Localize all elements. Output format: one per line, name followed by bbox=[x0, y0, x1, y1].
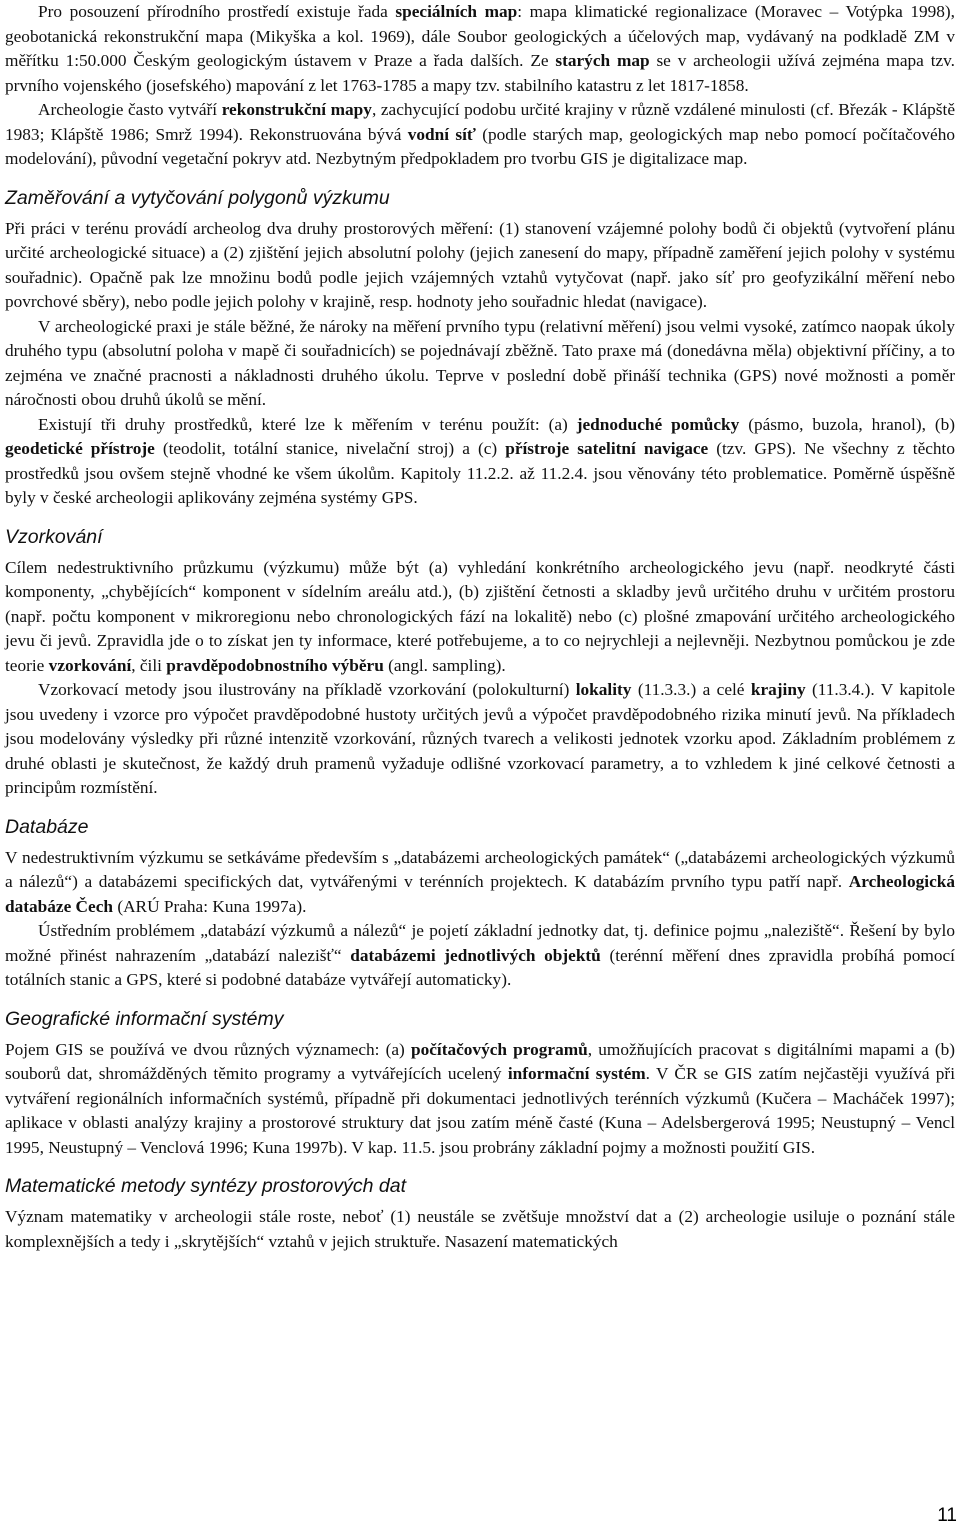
bold-term: vodní síť bbox=[407, 124, 476, 144]
bold-term: přístroje satelitní navigace bbox=[505, 439, 709, 458]
paragraph: V nedestruktivním výzkumu se setkáváme především s „databázemi archeologických památek“ („databázemi archeologických výzkumů a nálezů“) a databázemi specifických dat, vytvářenými v terénních projektech. K databázím prvního typu patří např. Archeologická databáze Čech (ARÚ Praha: Kuna 1997a). bbox=[5, 847, 955, 916]
document-page bbox=[5, 0, 955, 1537]
bold-term: krajiny bbox=[750, 680, 806, 699]
bold-term: pravděpodobnostního výběru bbox=[166, 655, 384, 675]
bold-term: lokality bbox=[575, 680, 632, 699]
section-heading: Databáze bbox=[5, 815, 89, 838]
paragraph: Cílem nedestruktivního průzkumu (výzkumu) může být (a) vyhledání konkrétního archeologického jevu (např. neodkryté části komponenty, „chybějících“ komponent v sídelním areálu atd.), (b) zjištění četnosti a skladby jevů určitého druhu v určitém prostoru (např. počtu komponent v mikroregionu nebo chronologických fází na lokalitě) nebo (c) plošné zmapování určitého archeologického jevu či jevů. Zpravidla jde o to získat jen ty informace, které potřebujeme, a to co nejrychleji a nejlevněji. Nezbytnou pomůckou je zde teorie vzorkování, čili pravděpodobnostního výběru (angl. sampling). bbox=[5, 557, 955, 675]
paragraph: Pojem GIS se používá ve dvou různých významech: (a) počítačových programů, umožňujících pracovat s digitálními mapami a (b) souborů dat, shromážděných těmito programy a vytvářejících ucelený informační systém. V ČR se GIS zatím nejčastěji využívá při vytváření regionálních informačních systémů, případně při dokumentaci jednotlivých terénních výzkumů (Kučera – Macháček 1997); aplikace v oblasti analýzy krajiny a prostorové struktury dat jsou zatím méně časté (Kuna – Adelsbergerová 1995; Neustupný – Vencl 1995, Neustupný – Venclová 1996; Kuna 1997b). V kap. 11.5. jsou probrány základní pojmy a možnosti použití GIS. bbox=[5, 1039, 955, 1157]
section-databaze bbox=[5, 815, 955, 993]
section-gis bbox=[5, 1007, 955, 1161]
paragraph: Pro posouzení přírodního prostředí existuje řada speciálních map: mapa klimatické regionalizace (Moravec – Votýpka 1998), geobotanická rekonstrukční mapa (Mikyška a kol. 1969), dále Soubor geologických a účelových map, vydávaný na podkladě ZM v měřítku 1:50.000 Českým geologickým ústavem v Praze a řada dalších. Ze starých map se v archeologii užívá zejména mapa tzv. prvního vojenského (josefského) mapování z let 1763-1785 a mapy tzv. stabilního katastru z let 1817-1858. bbox=[5, 2, 956, 95]
section-vzorkovani bbox=[5, 525, 955, 801]
paragraph: Ústředním problémem „databází výzkumů a nálezů“ je pojetí základní jednotky dat, tj. definice pojmu „naleziště“. Řešení by bylo možné přinést nahrazením „databází nalezišť“ databázemi jednotlivých objektů (terénní měření dnes zpravidla probíhá pomocí totálních stanic a GPS, které si podobné databáze vytvářejí automaticky). bbox=[5, 921, 955, 989]
bold-term: starých map bbox=[555, 51, 650, 70]
bold-term: rekonstrukční mapy bbox=[221, 100, 372, 119]
paragraph: Existují tři druhy prostředků, které lze k měřením v terénu použít: (a) jednoduché pomůcky (pásmo, buzola, hranol), (b) geodetické přístroje (teodolit, totální stanice, nivelační stroj) a (c) přístroje satelitní navigace (tzv. GPS). Ne všechny z těchto prostředků jsou ovšem stejně vhodné ke všem úkolům. Kapitoly 11.2.2. až 11.2.4. jsou věnovány této problematice. Poměrně úspěšně byly v české archeologii aplikovány zejména systémy GPS. bbox=[5, 414, 955, 507]
section-heading: Zaměřování a vytyčování polygonů výzkumu bbox=[5, 186, 390, 209]
section-heading: Matematické metody syntézy prostorových dat bbox=[5, 1175, 406, 1197]
bold-term: vzorkování bbox=[48, 655, 132, 675]
bold-term: počítačových programů bbox=[411, 1039, 588, 1059]
bold-term: geodetické přístroje bbox=[5, 439, 155, 458]
bold-term: speciálních map bbox=[395, 2, 518, 21]
section-matematicke bbox=[5, 1174, 955, 1254]
section-zamerovani bbox=[5, 186, 955, 511]
paragraph: Význam matematiky v archeologii stále roste, neboť (1) neustále se zvětšuje množství dat a (2) archeologie usiluje o poznání stále komplexnějších a tedy i „skrytějších“ vztahů v jejich struktuře. Nasazení matematických bbox=[5, 1207, 955, 1251]
paragraph: Při práci v terénu provádí archeolog dva druhy prostorových měření: (1) stanovení vzájemné polohy bodů či objektů (vytvoření plánu určité archeologické situace) a (2) zjištění jejich absolutní polohy (jejich zanesení do mapy, případně zaměření jejich polohy v systému souřadnic). Opačně pak lze množinu bodů podle jejich vzájemných vztahů vytyčovat (např. jako síť pro geofyzikální měření nebo povrchové sběry), nebo podle jejich polohy v krajině, resp. hodnoty jeho souřadnic hledat (navigace). bbox=[5, 218, 955, 311]
intro-section bbox=[5, 0, 955, 172]
page-number: 11 bbox=[937, 1505, 957, 1526]
bold-term: Archeologická databáze Čech bbox=[5, 872, 955, 916]
bold-term: jednoduché pomůcky bbox=[576, 414, 740, 434]
bold-term: databázemi jednotlivých objektů bbox=[350, 945, 601, 965]
bold-term: informační systém bbox=[507, 1064, 646, 1083]
section-heading: Geografické informační systémy bbox=[5, 1007, 284, 1030]
paragraph: Archeologie často vytváří rekonstrukční mapy, zachycující podobu určité krajiny v různě vzdálené minulosti (cf. Březák - Klápště 1983; Klápště 1986; Smrž 1994). Rekonstruována bývá vodní síť (podle starých map, geologických map nebo pomocí počítačového modelování), původní vegetační pokryv atd. Nezbytným předpokladem pro tvorbu GIS je digitalizace map. bbox=[5, 100, 955, 168]
section-heading: Vzorkování bbox=[5, 525, 103, 548]
paragraph: Vzorkovací metody jsou ilustrovány na příkladě vzorkování (polokulturní) lokality (11.3.3.) a celé krajiny (11.3.4.). V kapitole jsou uvedeny i vzorce pro výpočet pravděpodobné hustoty určitých jevů a výpočet pravděpodobného rizika minutí jevů. Na příkladech jsou modelovány výsledky při různé intenzitě vzorkování, různých tvarech a velikosti jednotek vzorku apod. Základním problémem z druhé oblasti je skutečnost, že každý druh pramenů vyžaduje odlišné vzorkovací parametry, a to vzhledem k jiné celkové četnosti a principům rozmístění. bbox=[5, 680, 955, 797]
paragraph: V archeologické praxi je stále běžné, že nároky na měření prvního typu (relativní měření) jsou velmi vysoké, zatímco naopak úkoly druhého typu (absolutní poloha v mapě či souřadnicích) se pojednávají zběžně. Tato praxe má (donedávna měla) objektivní příčiny, a to zejména ve značné pracnosti a nákladnosti druhého úkolu. Teprve v poslední době přináší technika (GPS) nové možnosti a poměr náročnosti obou druhů úkolů se mění. bbox=[5, 316, 955, 409]
